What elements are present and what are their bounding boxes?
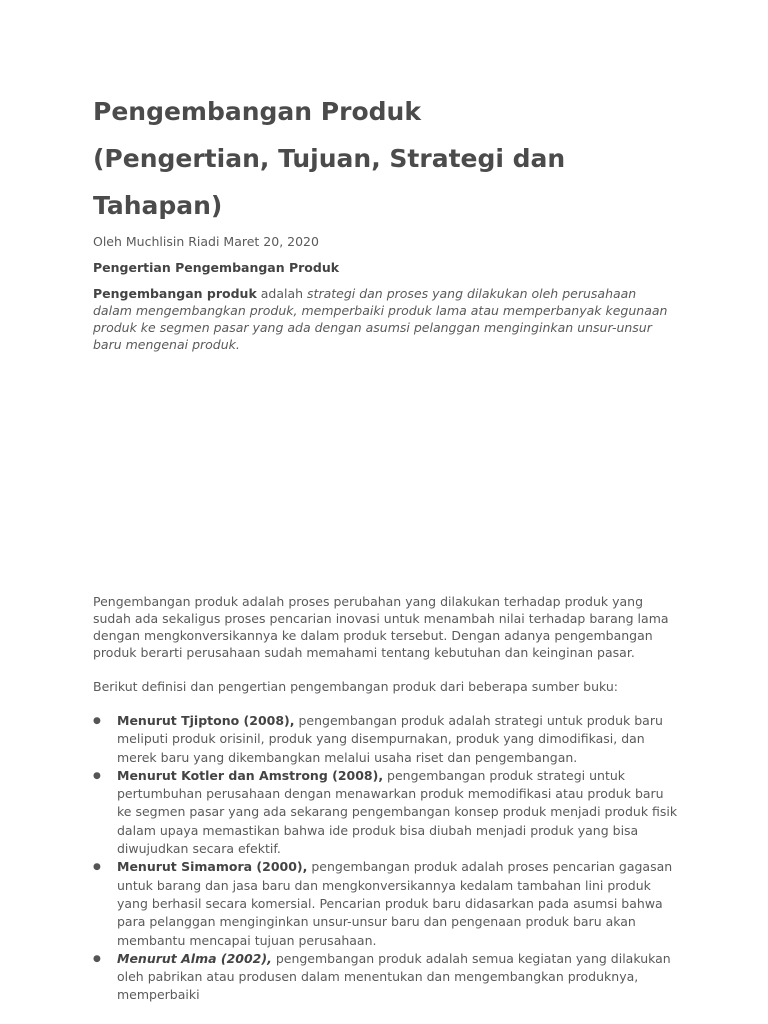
source-definition-list xyxy=(93,712,678,1005)
document-page xyxy=(93,88,678,1005)
source-author: Menurut Alma (2002), xyxy=(117,950,272,966)
article-byline: Oleh Muchlisin Riadi Maret 20, 2020 xyxy=(93,234,319,249)
body-paragraph-1: Pengembangan produk adalah proses perubahan yang dilakukan terhadap produk yang sudah ada sekaligus proses pencarian inovasi untuk menambah nilai terhadap barang lama dengan mengkonversikannya ke dalam produk tersebut. Dengan adanya pengembangan produk berarti perusahaan sudah memahami tentang kebutuhan dan keinginan pasar. xyxy=(93,594,669,660)
list-item xyxy=(93,950,678,1005)
list-item xyxy=(93,712,678,767)
bullet-icon: ● xyxy=(93,716,101,726)
body-paragraph-2: Berikut definisi dan pengertian pengembangan produk dari beberapa sumber buku: xyxy=(93,679,618,694)
article-title-line-2: (Pengertian, Tujuan, Strategi dan Tahapan) xyxy=(93,144,566,220)
source-author: Menurut Tjiptono (2008), xyxy=(117,713,295,728)
article-title xyxy=(93,88,678,229)
definition-connector: adalah xyxy=(256,286,308,301)
source-author: Menurut Kotler dan Amstrong (2008), xyxy=(117,767,384,783)
list-item xyxy=(93,858,678,949)
bullet-icon: ● xyxy=(93,953,101,964)
source-text: pengembangan produk adalah proses pencarian gagasan untuk barang dan jasa baru dan mengkonversikannya kedalam tambahan lini produk yang berhasil secara komersial. Pencarian produk baru didasarkan pada asumsi bahwa para pelanggan menginginkan unsur-unsur baru dan pengenaan produk baru akan membantu mencapai tujuan perusahaan. xyxy=(117,859,673,948)
bullet-icon: ● xyxy=(93,862,101,873)
source-text: pengembangan produk adalah strategi untuk produk baru meliputi produk orisinil, produk yang disempurnakan, produk yang dimodifikasi, dan merek baru yang dikembangkan melalui usaha riset dan pengembangan. xyxy=(117,713,663,765)
source-text: pengembangan produk adalah semua kegiatan yang dilakukan oleh pabrikan atau produsen dalam menentukan dan mengembangkan produknya, memperbaiki xyxy=(117,950,671,1003)
source-author: Menurut Simamora (2000), xyxy=(117,859,308,875)
article-title-line-1: Pengembangan Produk xyxy=(93,97,421,126)
definition-term: Pengembangan produk xyxy=(93,286,257,301)
list-item xyxy=(93,767,678,858)
definition-text: strategi dan proses yang dilakukan oleh perusahaan dalam mengembangkan produk, memperbaiki produk lama atau memperbanyak kegunaan produk ke segmen pasar yang ada dengan asumsi pelanggan menginginkan unsur-unsur baru mengenai produk. xyxy=(93,286,668,352)
source-text: pengembangan produk strategi untuk pertumbuhan perusahaan dengan menawarkan produk memodifikasi atau produk baru ke segmen pasar yang ada sekarang pengembangan konsep produk menjadi produk fisik dalam upaya memastikan bahwa ide produk bisa diubah menjadi produk yang bisa diwujudkan secara efektif. xyxy=(117,767,678,857)
blank-ad-area xyxy=(93,353,678,593)
definition-paragraph xyxy=(93,285,678,353)
bullet-icon: ● xyxy=(93,770,101,781)
section-heading: Pengertian Pengembangan Produk xyxy=(93,260,340,275)
